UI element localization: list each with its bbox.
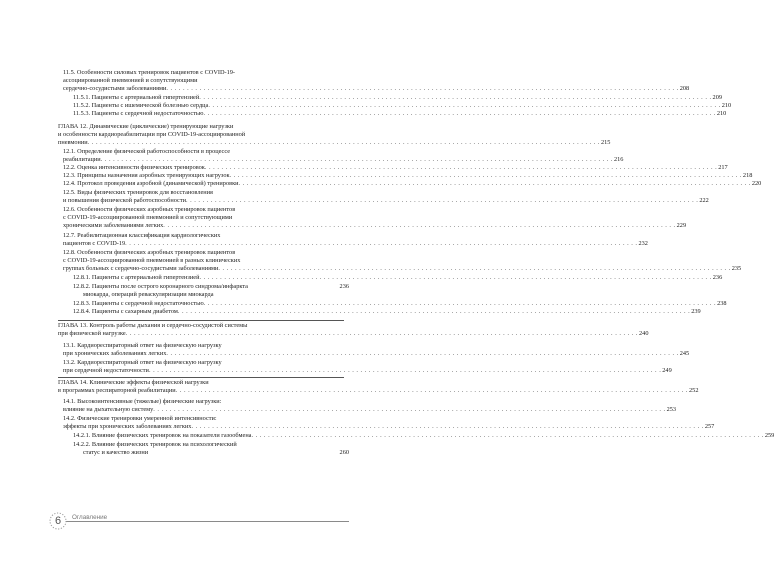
toc-entry <box>73 308 701 317</box>
toc-entry <box>73 283 349 300</box>
toc-entry <box>63 180 762 189</box>
toc-entry-line: при сердечной недостаточности <box>63 367 149 375</box>
toc-page-number: 208 <box>679 85 690 93</box>
toc-entry-line: миокарда, операций реваскуляризации миокарда <box>83 291 214 299</box>
footer-rule <box>66 521 349 522</box>
running-footer-label: Оглавление <box>72 514 108 521</box>
toc-page-number: 235 <box>731 265 742 273</box>
toc-entry <box>63 189 709 206</box>
toc-entry <box>63 398 677 415</box>
toc-entry-line: реабилитации <box>63 156 101 164</box>
toc-entry-line: 14.2. Физические тренировки умеренной интенсивности: <box>63 415 217 422</box>
toc-entry <box>63 415 715 432</box>
page-number: 6 <box>54 515 62 527</box>
toc-chapter-line: в программах респираторной реабилитации <box>58 387 176 395</box>
toc-entry-line: 12.8.1. Пациенты с артериальной гипертензией <box>73 274 200 281</box>
toc-entry-line: 14.2.2. Влияние физических тренировок на психологический <box>73 441 237 448</box>
toc-chapter <box>58 123 611 149</box>
toc-entry-line: 12.8.4. Пациенты с сахарным диабетом <box>73 308 178 315</box>
toc-entry-line: 13.1. Кардиореспираторный ответ на физическую нагрузку <box>63 342 222 349</box>
toc-page-number: 236 <box>712 274 723 281</box>
toc-entry-line: 12.7. Реабилитационная классификация кардиологических <box>63 232 221 239</box>
toc-entry-line: 12.4. Протокол проведения аэробной (динамической) тренировки <box>63 180 239 187</box>
toc-page-number: 260 <box>339 449 349 457</box>
toc-entry-line: 12.5. Виды физических тренировок для восстановления <box>63 189 213 196</box>
toc-chapter-line: ГЛАВА 14. Клинические эффекты физической нагрузки <box>58 379 209 386</box>
toc-entry-line: 12.8. Особенности физических аэробных тренировок пациентов <box>63 249 236 256</box>
toc-chapter <box>58 379 699 396</box>
toc-page-number: 222 <box>699 197 709 205</box>
page-number-badge <box>48 511 68 531</box>
toc-entry <box>63 232 648 249</box>
toc-entry-line: 12.1. Определение физической работоспособности в процессе <box>63 148 231 155</box>
toc-entry-line: 14.2.1. Влияние физических тренировок на показатели газообмена <box>73 432 252 439</box>
chapter-separator <box>58 377 344 378</box>
toc-entry <box>63 148 624 165</box>
toc-page-number: 216 <box>613 156 624 164</box>
toc-page-number: 257 <box>704 423 715 431</box>
chapter-separator <box>58 320 344 321</box>
toc-page-number: 238 <box>717 300 727 307</box>
toc-entry-line: хроническими заболеваниями легких <box>63 222 164 230</box>
toc-entry <box>63 342 690 359</box>
toc-page-number: 229 <box>676 222 687 230</box>
toc-entry-line: 14.1. Высокоинтенсивные (тяжелые) физические нагрузки: <box>63 398 222 405</box>
toc-page-number: 232 <box>638 240 648 248</box>
toc-chapter-line: ГЛАВА 12. Динамические (циклические) тренирующие нагрузки <box>58 123 234 130</box>
toc-page-number: 217 <box>718 164 728 171</box>
toc-entry-line: и повышения физической работоспособности <box>63 197 186 205</box>
toc-entry-line: 12.2. Оценка интенсивности физических тренировок <box>63 164 205 171</box>
toc-page-number: 220 <box>751 180 762 187</box>
toc-entry <box>63 359 672 376</box>
toc-entry-line: группах больных с сердечно-сосудистыми заболеваниями <box>63 265 219 273</box>
page-footer <box>0 505 400 535</box>
toc-page-number: 236 <box>339 283 349 290</box>
toc-chapter-line: пневмонии <box>58 139 88 147</box>
toc-entry-line: сердечно-сосудистыми заболеваниями <box>63 85 167 93</box>
toc-chapter-line: и особенности кардиореабилитации при COVID-19-ассоциированной <box>58 131 246 139</box>
toc-page-number: 259 <box>764 432 774 439</box>
toc-entry <box>73 110 727 119</box>
toc-entry <box>63 69 690 95</box>
toc-entry-line: 12.8.3. Пациенты с сердечной недостаточностью <box>73 300 204 307</box>
toc-entry-line: статус и качество жизни <box>83 449 149 457</box>
toc-chapter-line: ГЛАВА 13. Контроль работы дыхания и сердечно-сосудистой системы <box>58 322 248 329</box>
toc-entry-line: пациентов с COVID-19 <box>63 240 126 248</box>
toc-page-number: 249 <box>662 367 672 375</box>
toc-entry <box>73 274 723 283</box>
toc-page-number: 240 <box>639 330 649 338</box>
toc-entry-line: 12.8.2. Пациенты после острого коронарного синдрома/инфаркта <box>73 283 248 290</box>
toc-page-number: 209 <box>712 94 722 101</box>
toc-page-number: 253 <box>666 406 677 414</box>
toc-entry <box>63 206 687 232</box>
toc-entry-line: 11.5.2. Пациенты с ишемической болезнью сердца <box>73 102 209 109</box>
toc-entry <box>73 441 349 458</box>
toc-entry-line: влияние на дыхательную систему <box>63 406 154 414</box>
toc-page-number: 252 <box>689 387 699 395</box>
toc-page-number: 245 <box>679 350 690 358</box>
toc-entry-line: 11.5.3. Пациенты с сердечной недостаточностью <box>73 110 204 117</box>
toc-entry-line: при хронических заболеваниях легких <box>63 350 167 358</box>
toc-entry-line: 11.5.1. Пациенты с артериальной гипертензией <box>73 94 200 101</box>
toc-entry <box>63 249 742 275</box>
toc-entry-line: с COVID-19-ассоциированной пневмонией в разных клинических <box>63 257 241 265</box>
toc-page-number: 215 <box>601 139 611 147</box>
toc-entry-line: 12.3. Принципы назначения аэробных тренирующих нагрузок <box>63 172 230 179</box>
toc-chapter <box>58 322 649 339</box>
toc-entry-line: 11.5. Особенности силовых тренировок пациентов с COVID-19- <box>63 69 236 76</box>
toc-entry-line: эффекты при хронических заболеваниях легких <box>63 423 192 431</box>
toc-entry-line: ассоциированной пневмонией и сопутствующими <box>63 77 198 85</box>
toc-chapter-line: при физической нагрузке <box>58 330 126 338</box>
toc-page-number: 210 <box>716 110 727 117</box>
toc-entry-line: с COVID-19-ассоциированной пневмонией и сопутствующими <box>63 214 233 222</box>
toc-entry-line: 13.2. Кардиореспираторный ответ на физическую нагрузку <box>63 359 222 366</box>
toc-page-number: 239 <box>691 308 701 315</box>
toc-page-number: 210 <box>721 102 732 109</box>
toc-entry <box>73 432 774 441</box>
toc-page-number: 218 <box>742 172 753 179</box>
toc-entry-line: 12.6. Особенности физических аэробных тренировок пациентов <box>63 206 236 213</box>
